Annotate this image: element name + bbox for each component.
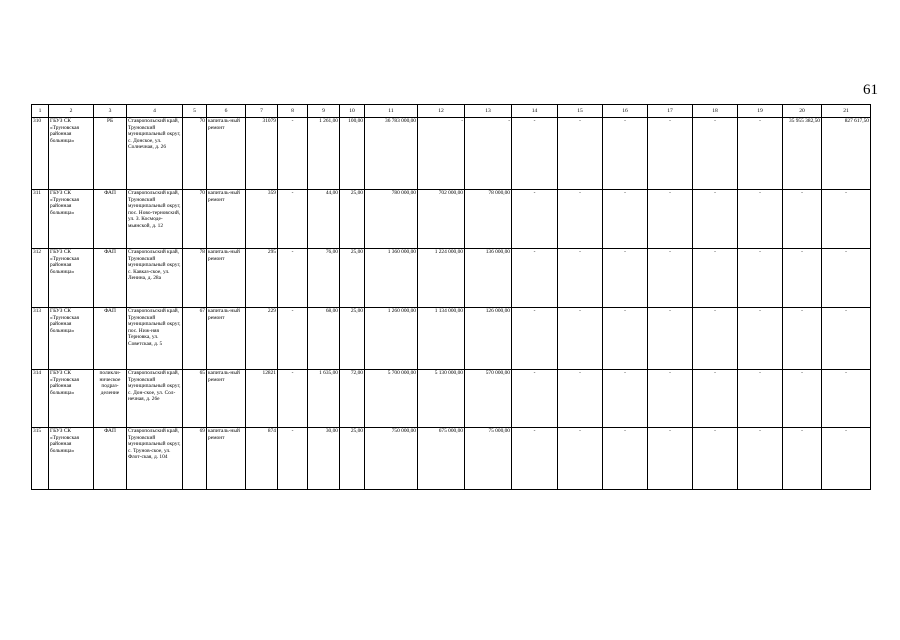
cell-col-4: Ставропольский край, Труновский муниципальный округ, с. Трунов-ское, ул. Флот-ская, д. 104 [127, 428, 183, 490]
table-row [32, 190, 871, 249]
cell-col-2: ГБУЗ СК «Труновская районная больница» [49, 118, 94, 190]
cell-col-1: 313 [32, 308, 49, 370]
cell-col-11: 36 783 000,00 [365, 118, 418, 190]
cell-col-16: - [603, 118, 648, 190]
cell-col-12: 702 000,00 [418, 190, 465, 249]
cell-col-8: - [278, 190, 308, 249]
col-header-19: 19 [738, 105, 783, 118]
table-row [32, 249, 871, 308]
cell-col-18: - [693, 428, 738, 490]
cell-col-19: - [738, 370, 783, 428]
cell-col-12: - [418, 118, 465, 190]
cell-col-2: ГБУЗ СК «Труновская районная больница» [49, 370, 94, 428]
cell-col-4: Ставропольский край, Труновский муниципальный округ, с. Дон-ское, ул. Сол-нечная, д. 26е [127, 370, 183, 428]
col-header-16: 16 [603, 105, 648, 118]
cell-col-1: 312 [32, 249, 49, 308]
cell-col-2: ГБУЗ СК «Труновская районная больница» [49, 249, 94, 308]
col-header-7: 7 [246, 105, 278, 118]
cell-col-15: - [558, 118, 603, 190]
cell-col-19: - [738, 190, 783, 249]
cell-col-5: 69 [183, 428, 207, 490]
cell-col-6: капиталь-ный ремонт [207, 308, 246, 370]
cell-col-3: РБ [94, 118, 127, 190]
cell-col-10: 72,00 [340, 370, 365, 428]
cell-col-9: 76,00 [308, 249, 340, 308]
cell-col-6: капиталь-ный ремонт [207, 118, 246, 190]
cell-col-12: 675 000,00 [418, 428, 465, 490]
col-header-9: 9 [308, 105, 340, 118]
cell-col-20: - [783, 249, 822, 308]
cell-col-13: 78 000,00 [465, 190, 512, 249]
cell-col-8: - [278, 118, 308, 190]
cell-col-6: капиталь-ный ремонт [207, 370, 246, 428]
cell-col-5: 70 [183, 118, 207, 190]
cell-col-9: 1 261,00 [308, 118, 340, 190]
cell-col-14: - [512, 118, 558, 190]
cell-col-1: 314 [32, 370, 49, 428]
cell-col-14: - [512, 190, 558, 249]
page-number: 61 [863, 82, 878, 98]
col-header-8: 8 [278, 105, 308, 118]
col-header-10: 10 [340, 105, 365, 118]
col-header-14: 14 [512, 105, 558, 118]
cell-col-9: 30,00 [308, 428, 340, 490]
col-header-11: 11 [365, 105, 418, 118]
cell-col-2: ГБУЗ СК «Труновская районная больница» [49, 428, 94, 490]
cell-col-3: ФАП [94, 308, 127, 370]
cell-col-21: - [822, 249, 871, 308]
cell-col-14: - [512, 428, 558, 490]
cell-col-18: - [693, 190, 738, 249]
cell-col-11: 750 000,00 [365, 428, 418, 490]
cell-col-16: - [603, 428, 648, 490]
cell-col-7: 359 [246, 190, 278, 249]
cell-col-12: 1 224 000,00 [418, 249, 465, 308]
cell-col-4: Ставропольский край, Труновский муниципальный округ, пос. Ново-терновский, ул. З. Космоде-мьянской, д. 12 [127, 190, 183, 249]
table-row [32, 118, 871, 190]
cell-col-14: - [512, 308, 558, 370]
cell-col-11: 5 700 000,00 [365, 370, 418, 428]
cell-col-10: 25,00 [340, 308, 365, 370]
cell-col-5: 67 [183, 308, 207, 370]
cell-col-13: 75 000,00 [465, 428, 512, 490]
cell-col-15: - [558, 249, 603, 308]
cell-col-9: 44,00 [308, 190, 340, 249]
cell-col-20: - [783, 370, 822, 428]
col-header-5: 5 [183, 105, 207, 118]
cell-col-10: 100,00 [340, 118, 365, 190]
cell-col-12: 5 130 000,00 [418, 370, 465, 428]
cell-col-15: - [558, 308, 603, 370]
cell-col-20: - [783, 308, 822, 370]
col-header-17: 17 [648, 105, 693, 118]
cell-col-12: 1 134 000,00 [418, 308, 465, 370]
cell-col-5: 65 [183, 370, 207, 428]
cell-col-17: - [648, 428, 693, 490]
cell-col-8: - [278, 308, 308, 370]
cell-col-19: - [738, 428, 783, 490]
cell-col-10: 25,00 [340, 249, 365, 308]
cell-col-3: ФАП [94, 249, 127, 308]
cell-col-16: - [603, 370, 648, 428]
cell-col-19: - [738, 118, 783, 190]
cell-col-1: 311 [32, 190, 49, 249]
cell-col-17: - [648, 370, 693, 428]
cell-col-8: - [278, 370, 308, 428]
cell-col-6: капиталь-ный ремонт [207, 190, 246, 249]
cell-col-21: - [822, 190, 871, 249]
col-header-6: 6 [207, 105, 246, 118]
cell-col-20: - [783, 428, 822, 490]
cell-col-21: 827 617,50 [822, 118, 871, 190]
cell-col-7: 295 [246, 249, 278, 308]
col-header-2: 2 [49, 105, 94, 118]
cell-col-13: 136 000,00 [465, 249, 512, 308]
cell-col-21: - [822, 308, 871, 370]
cell-col-2: ГБУЗ СК «Труновская районная больница» [49, 308, 94, 370]
cell-col-17: - [648, 308, 693, 370]
cell-col-17: - [648, 249, 693, 308]
col-header-18: 18 [693, 105, 738, 118]
cell-col-18: - [693, 370, 738, 428]
cell-col-20: 35 955 382,50 [783, 118, 822, 190]
cell-col-6: капиталь-ный ремонт [207, 249, 246, 308]
cell-col-3: поликли-ническое подраз-деление [94, 370, 127, 428]
cell-col-10: 25,00 [340, 428, 365, 490]
cell-col-20: - [783, 190, 822, 249]
cell-col-18: - [693, 118, 738, 190]
col-header-21: 21 [822, 105, 871, 118]
cell-col-18: - [693, 308, 738, 370]
cell-col-7: 229 [246, 308, 278, 370]
table-row [32, 428, 871, 490]
cell-col-14: - [512, 249, 558, 308]
col-header-20: 20 [783, 105, 822, 118]
cell-col-13: 570 000,00 [465, 370, 512, 428]
col-header-15: 15 [558, 105, 603, 118]
cell-col-13: 126 000,00 [465, 308, 512, 370]
cell-col-4: Ставропольский край, Труновский муниципальный округ, пос. Ниж-няя Терновка, ул. Советская, д. 5 [127, 308, 183, 370]
cell-col-11: 1 260 000,00 [365, 308, 418, 370]
cell-col-1: 310 [32, 118, 49, 190]
header-row [32, 105, 871, 118]
cell-col-4: Ставропольский край, Труновский муниципальный округ, с. Донское, ул. Солнечная, д. 26 [127, 118, 183, 190]
cell-col-15: - [558, 370, 603, 428]
cell-col-5: 78 [183, 249, 207, 308]
cell-col-15: - [558, 190, 603, 249]
table-row [32, 370, 871, 428]
cell-col-2: ГБУЗ СК «Труновская районная больница» [49, 190, 94, 249]
cell-col-19: - [738, 308, 783, 370]
cell-col-16: - [603, 249, 648, 308]
cell-col-7: 31079 [246, 118, 278, 190]
cell-col-11: 780 000,00 [365, 190, 418, 249]
cell-col-6: капиталь-ный ремонт [207, 428, 246, 490]
cell-col-1: 315 [32, 428, 49, 490]
cell-col-17: - [648, 118, 693, 190]
cell-col-17: - [648, 190, 693, 249]
cell-col-16: - [603, 308, 648, 370]
cell-col-8: - [278, 249, 308, 308]
cell-col-11: 1 360 000,00 [365, 249, 418, 308]
col-header-1: 1 [32, 105, 49, 118]
cell-col-8: - [278, 428, 308, 490]
cell-col-18: - [693, 249, 738, 308]
col-header-12: 12 [418, 105, 465, 118]
cell-col-15: - [558, 428, 603, 490]
cell-col-3: ФАП [94, 190, 127, 249]
cell-col-16: - [603, 190, 648, 249]
col-header-3: 3 [94, 105, 127, 118]
cell-col-3: ФАП [94, 428, 127, 490]
cell-col-13: - [465, 118, 512, 190]
register-table [31, 104, 871, 490]
cell-col-21: - [822, 370, 871, 428]
cell-col-9: 1 635,00 [308, 370, 340, 428]
cell-col-7: 874 [246, 428, 278, 490]
cell-col-19: - [738, 249, 783, 308]
col-header-4: 4 [127, 105, 183, 118]
cell-col-10: 25,00 [340, 190, 365, 249]
cell-col-5: 70 [183, 190, 207, 249]
cell-col-21: - [822, 428, 871, 490]
cell-col-7: 12821 [246, 370, 278, 428]
cell-col-14: - [512, 370, 558, 428]
col-header-13: 13 [465, 105, 512, 118]
cell-col-9: 68,00 [308, 308, 340, 370]
table-row [32, 308, 871, 370]
cell-col-4: Ставропольский край, Труновский муниципальный округ, с. Кавказ-ское, ул. Ленина, д. 28а [127, 249, 183, 308]
